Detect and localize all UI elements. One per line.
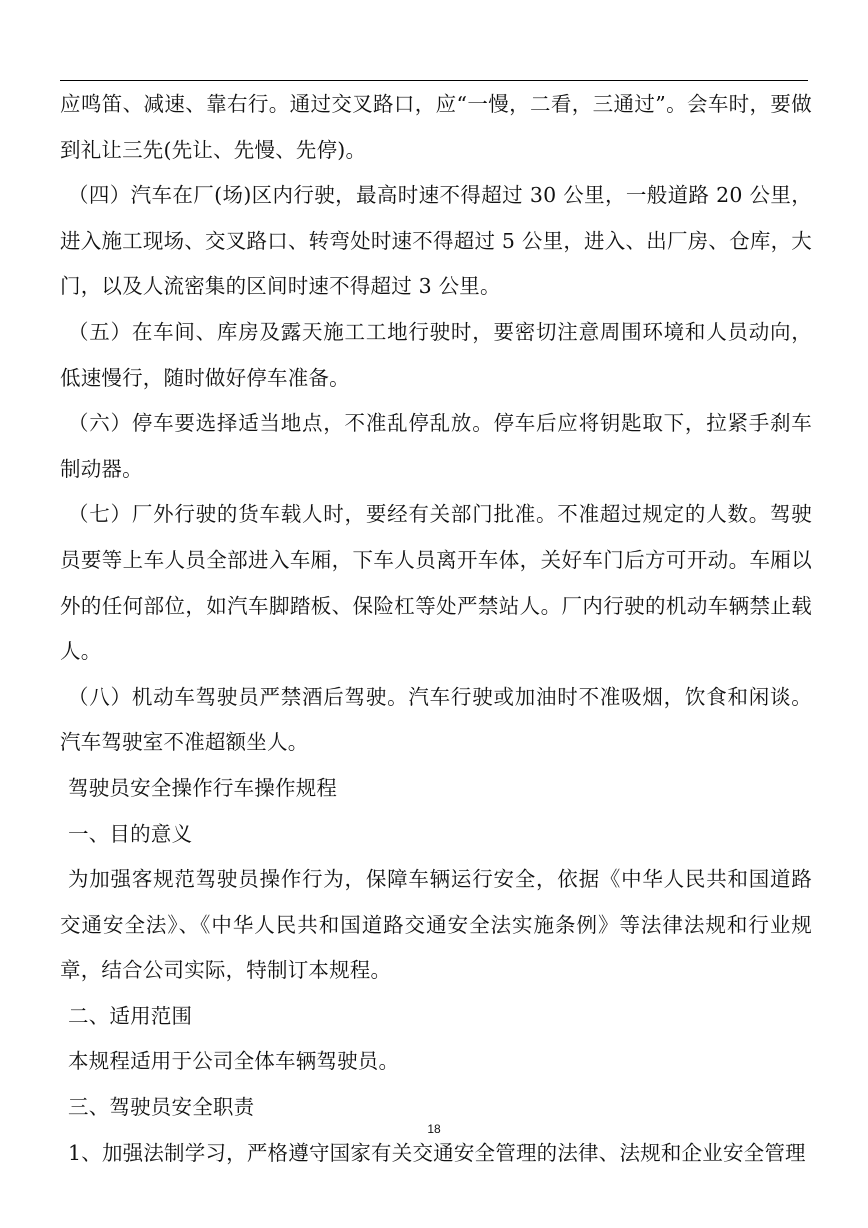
- paragraph-item-6: （六）停车要选择适当地点，不准乱停乱放。停车后应将钥匙取下，拉紧手刹车制动器。: [60, 411, 812, 481]
- body-text: [60, 82, 812, 1176]
- paragraph-item-7: （七）厂外行驶的货车载人时，要经有关部门批准。不准超过规定的人数。驾驶员要等上车人员全部进入车厢，下车人员离开车体，关好车门后方可开动。车厢以外的任何部位，如汽车脚踏板、保险杠等处严禁站人。厂内行驶的机动车辆禁止载人。: [60, 502, 812, 664]
- heading-purpose: 一、目的意义: [68, 821, 193, 846]
- paragraph-item-5: （五）在车间、库房及露天施工工地行驶时，要密切注意周围环境和人员动向，低速慢行，随时做好停车准备。: [60, 319, 812, 390]
- heading-duties: 三、驾驶员安全职责: [68, 1095, 255, 1120]
- heading-scope: 二、适用范围: [68, 1003, 193, 1028]
- paragraph-duty-1: 1、加强法制学习，严格遵守国家有关交通安全管理的法律、法规和企业安全管理: [68, 1140, 806, 1165]
- paragraph-purpose: 为加强客规范驾驶员操作行为，保障车辆运行安全，依据《中华人民共和国道路交通安全法》、《中华人民共和国道路交通安全法实施条例》等法律法规和行业规章，结合公司实际，特制订本规程。: [60, 867, 812, 983]
- header-rule: [60, 80, 808, 81]
- page-number: 18: [427, 1122, 441, 1136]
- paragraph-item-8: （八）机动车驾驶员严禁酒后驾驶。汽车行驶或加油时不准吸烟，饮食和闲谈。汽车驾驶室不准超额坐人。: [60, 684, 812, 755]
- paragraph-item-4: （四）汽车在厂(场)区内行驶，最高时速不得超过 30 公里，一般道路 20 公里，进入施工现场、交叉路口、转弯处时速不得超过 5 公里，进入、出厂房、仓库，大门，以及人流密集的区间时速不得超过 3 公里。: [60, 183, 812, 299]
- paragraph-scope: 本规程适用于公司全体车辆驾驶员。: [68, 1049, 400, 1074]
- paragraph-continuation: 应鸣笛、减速、靠右行。通过交叉路口，应“一慢，二看，三通过”。会车时，要做到礼让三先(先让、先慢、先停)。: [60, 92, 812, 162]
- section-title: 驾驶员安全操作行车操作规程: [68, 775, 338, 800]
